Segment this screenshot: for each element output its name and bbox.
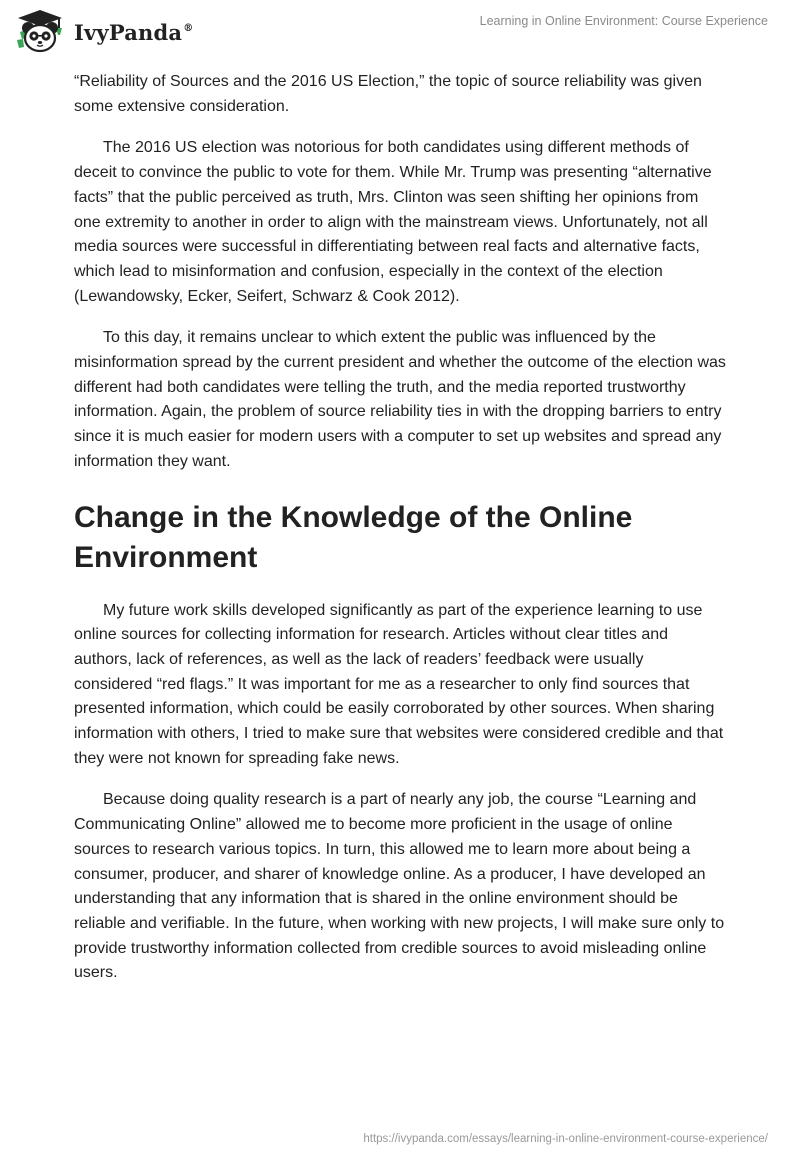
logo-text: IvyPanda® (74, 19, 194, 45)
page-header (0, 0, 800, 64)
section-heading: Change in the Knowledge of the Online Environment (74, 500, 633, 574)
paragraph: “Reliability of Sources and the 2016 US Election,” the topic of source reliability was given some extensive consideration. (74, 73, 702, 115)
essay-content (74, 70, 726, 1003)
source-url[interactable]: https://ivypanda.com/essays/learning-in-online-environment-course-experience/ (363, 1133, 768, 1145)
paragraph: The 2016 US election was notorious for both candidates using different methods of deceit to convince the public to vote for them. While Mr. Trump was presenting “alternative facts” that the public perceived as truth, Mrs. Clinton was seen shifting her opinions from one extremity to another in order to align with the mainstream views. Unfortunately, not all media sources were successful in differentiating between real facts and alternative facts, which lead to misinformation and confusion, especially in the context of the election (Lewandowsky, Ecker, Seifert, Schwarz & Cook 2012). (74, 139, 712, 305)
paragraph: My future work skills developed significantly as part of the experience learning to use online sources for collecting information for research. Articles without clear titles and authors, lack of references, as well as the lack of readers’ feedback were usually considered “red flags.” It was important for me as a researcher to only find sources that presented information, which could be easily corroborated by other sources. When sharing information with others, I tried to make sure that websites were considered credible and that they were not known for spreading fake news. (74, 601, 724, 767)
ivypanda-logo[interactable] (14, 8, 193, 54)
document-title: Learning in Online Environment: Course Experience (479, 14, 768, 28)
paragraph: Because doing quality research is a part of nearly any job, the course “Learning and Communicating Online” allowed me to become more proficient in the usage of online sources to research various topics. In turn, this allowed me to learn more about being a consumer, producer, and sharer of knowledge online. As a producer, I have developed an understanding that any information that is shared in the online environment should be reliable and verifiable. In the future, when working with new projects, I will make sure only to provide trustworthy information collected from credible sources to avoid misleading online users. (74, 791, 725, 982)
panda-graduation-cap-icon (14, 8, 66, 54)
paragraph: To this day, it remains unclear to which extent the public was influenced by the misinformation spread by the current president and whether the outcome of the election was different had both candidates were telling the truth, and the media reported trustworthy information. Again, the problem of source reliability ties in with the dropping barriers to entry since it is much easier for modern users with a computer to set up websites and spread any information they want. (74, 329, 726, 470)
